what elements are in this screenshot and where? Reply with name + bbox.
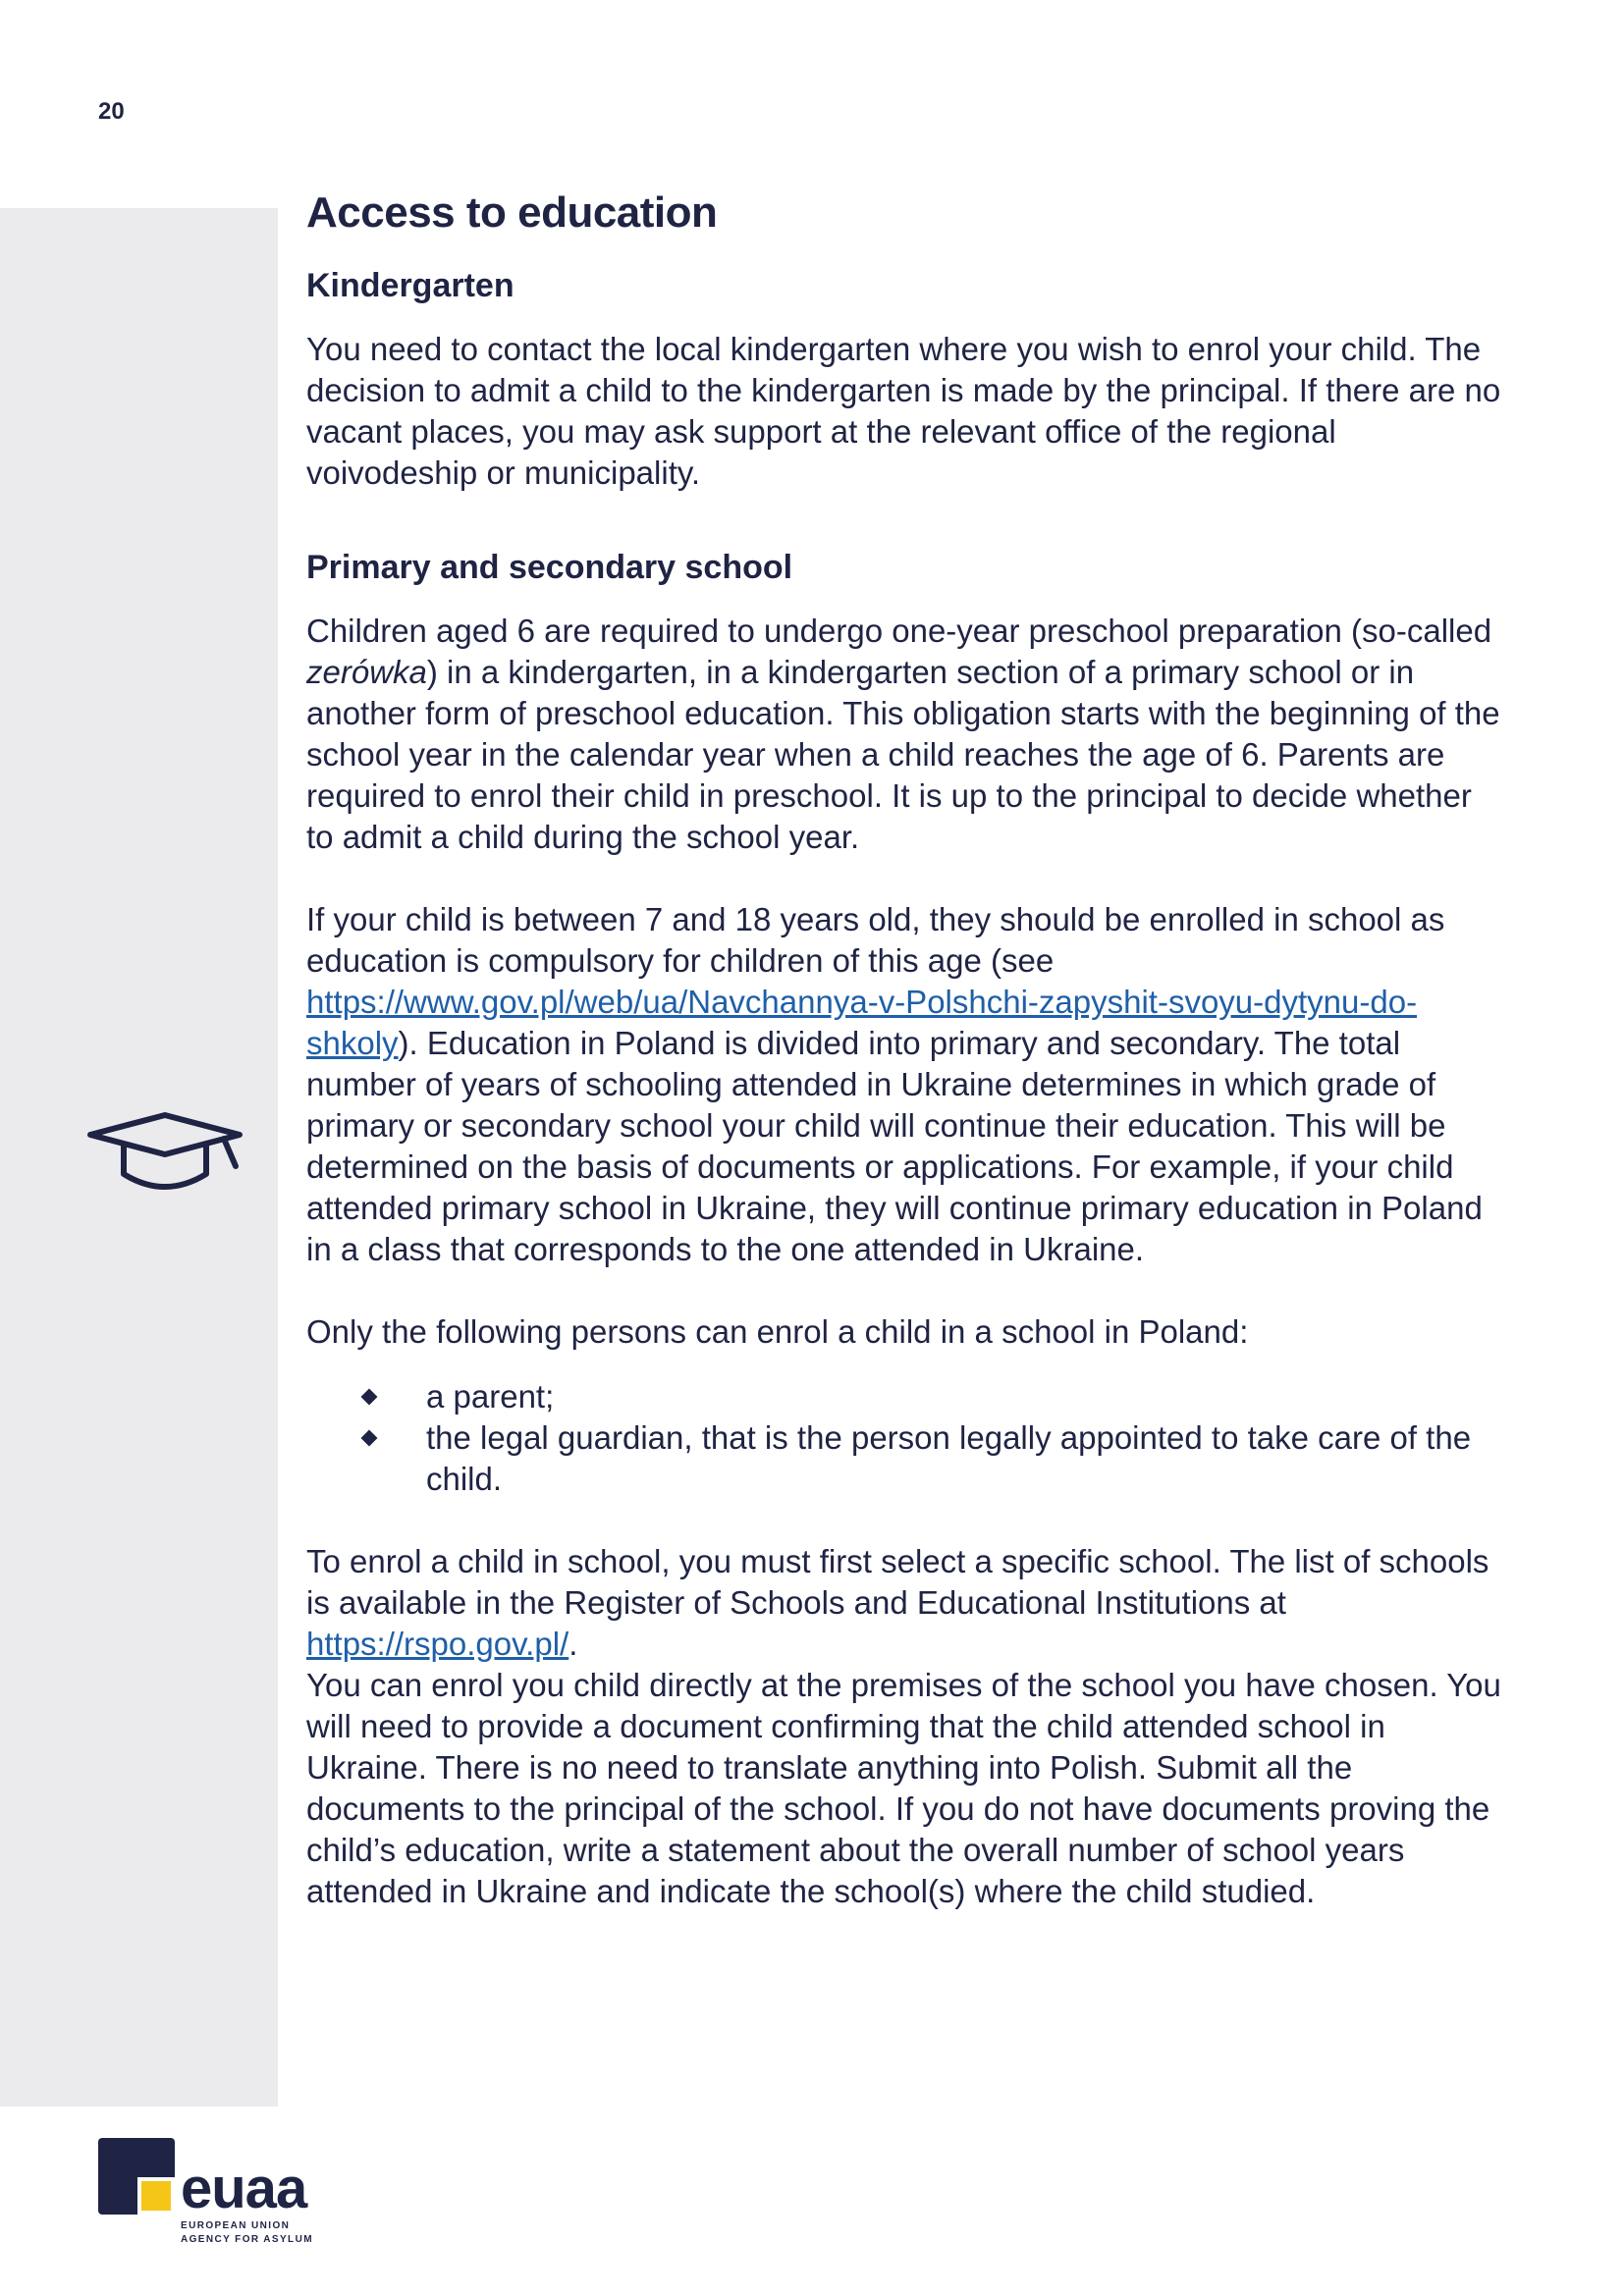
preschool-text-2: ) in a kindergarten, in a kindergarten section of a primary school or in another form of preschool education. This obligation starts with the beginning of the school year in the calendar year when a child reaches the age of 6. Parents are required to enrol their child in preschool. It is up to the principal to decide whether to admit a child during the school year.: [306, 654, 1500, 855]
compulsory-text-1: If your child is between 7 and 18 years old, they should be enrolled in school as education is compulsory for children of this age (see: [306, 901, 1445, 979]
list-item: [355, 1417, 1504, 1500]
gov-pl-link[interactable]: https://www.gov.pl/web/ua/Navchannya-v-Polshchi-zapyshit-svoyu-dytynu-do-shkoly: [306, 984, 1418, 1061]
list-item: [355, 1376, 1504, 1417]
compulsory-paragraph: [306, 899, 1504, 1270]
logo-subtitle-line2: AGENCY FOR ASYLUM: [181, 2234, 313, 2245]
compulsory-text-2: ). Education in Poland is divided into primary and secondary. The total number of years of schooling attended in Ukraine determines in which grade of primary or secondary school your child will continue their education. This will be determined on the basis of documents or applications. For example, if your child attended primary school in Ukraine, they will continue primary education in Poland in a class that corresponds to the one attended in Ukraine.: [306, 1025, 1483, 1267]
who-can-enrol-text: Only the following persons can enrol a child in a school in Poland:: [306, 1313, 1249, 1350]
euaa-logo-mark-icon: [98, 2138, 175, 2215]
preschool-text-1: Children aged 6 are required to undergo one-year preschool preparation (so-called: [306, 613, 1492, 649]
enrol-directly-text: You can enrol you child directly at the premises of the school you have chosen. You will need to provide a document confirming that the child attended school in Ukraine. There is no need to translate anything into Polish. Submit all the documents to the principal of the school. If you do not have documents proving the child’s education, write a statement about the overall number of school years attended in Ukraine and indicate the school(s) where the child studied.: [306, 1667, 1501, 1909]
list-item-text: a parent;: [426, 1378, 555, 1415]
logo-subtitle-line1: EUROPEAN UNION: [181, 2220, 291, 2231]
register-paragraph: [306, 1541, 1504, 1665]
register-text-1: To enrol a child in school, you must first select a specific school. The list of schools is available in the Register of Schools and Educational Institutions at: [306, 1543, 1489, 1621]
logo-wordmark: euaa: [181, 2157, 307, 2220]
list-item-text: the legal guardian, that is the person legally appointed to take care of the child.: [426, 1419, 1472, 1497]
zerowka-term: zerówka: [306, 654, 427, 690]
diamond-bullet-icon: [361, 1430, 378, 1447]
register-text-2: .: [568, 1626, 578, 1662]
preschool-paragraph: [306, 611, 1504, 858]
enrol-persons-list: [306, 1376, 1504, 1500]
diamond-bullet-icon: [361, 1389, 378, 1406]
main-content: [306, 188, 1504, 1912]
kindergarten-text: You need to contact the local kindergarten where you wish to enrol your child. The decision to admit a child to the kindergarten is made by the principal. If there are no vacant places, you may ask support at the relevant office of the regional voivodeship or municipality.: [306, 331, 1501, 491]
graduation-cap-icon: [86, 1105, 244, 1203]
rspo-link[interactable]: https://rspo.gov.pl/: [306, 1626, 569, 1662]
page-title: Access to education: [306, 188, 718, 237]
page-number: 20: [98, 98, 125, 125]
kindergarten-heading: Kindergarten: [306, 267, 514, 304]
school-heading: Primary and secondary school: [306, 549, 793, 586]
euaa-logo: [98, 2138, 324, 2246]
